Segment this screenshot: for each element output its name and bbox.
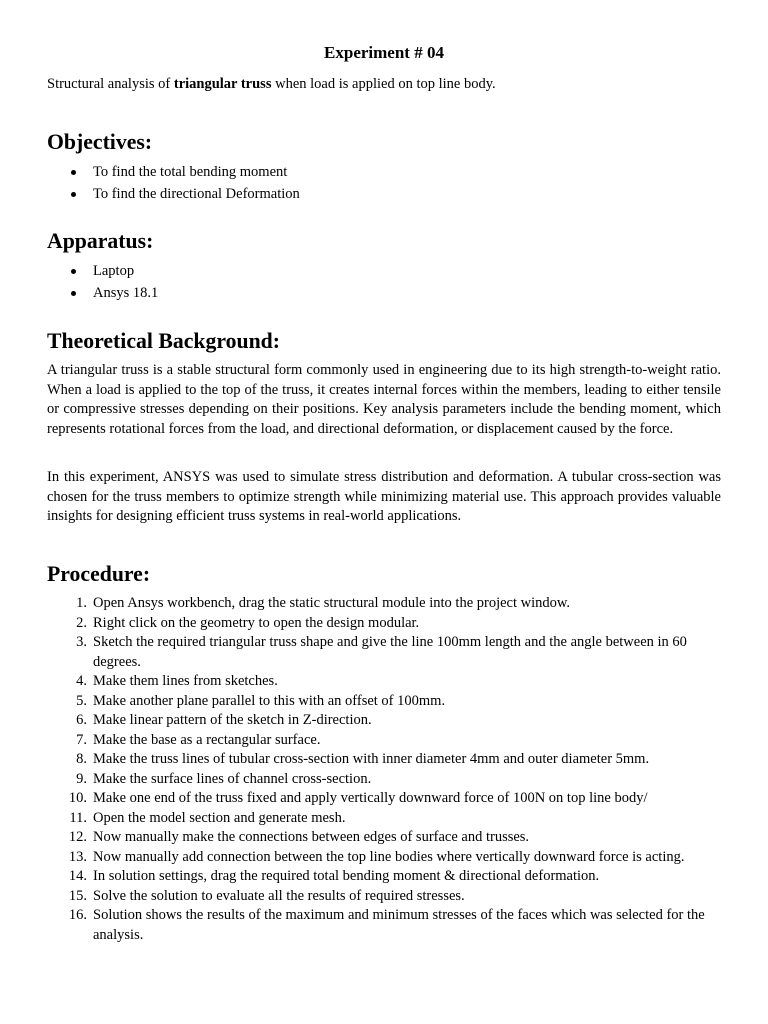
list-item — [47, 789, 722, 809]
step-text: In solution settings, drag the required total bending moment & directional deformation. — [93, 868, 600, 884]
list-item — [47, 162, 300, 184]
step-text: Right click on the geometry to open the design modular. — [93, 614, 420, 631]
list-item — [47, 750, 722, 770]
list-item — [47, 261, 158, 283]
step-text: Solve the solution to evaluate all the results of required stresses. — [93, 887, 465, 904]
step-number: 3. — [76, 634, 87, 650]
step-text: Make the base as a rectangular surface. — [93, 731, 321, 748]
intro-bold: triangular truss — [173, 76, 272, 92]
list-item — [47, 828, 722, 848]
list-item — [47, 731, 722, 751]
apparatus-list — [47, 261, 158, 304]
objectives-list — [47, 162, 300, 205]
step-text: Solution shows the results of the maximum and minimum stresses of the faces which was selected for the analysis. — [93, 907, 705, 943]
step-number: 14. — [68, 868, 87, 884]
step-number: 6. — [76, 712, 87, 728]
step-text: Make the truss lines of tubular cross-section with inner diameter 4mm and outer diameter 5mm. — [93, 751, 650, 767]
list-item — [47, 692, 722, 712]
step-text: Make them lines from sketches. — [93, 673, 278, 689]
step-text: Make linear pattern of the sketch in Z-direction. — [93, 712, 372, 728]
step-number: 7. — [76, 731, 87, 748]
list-item-text: To find the directional Deformation — [93, 185, 300, 202]
list-item — [47, 633, 722, 672]
list-item — [47, 848, 722, 868]
step-number: 11. — [69, 809, 87, 826]
step-text: Make another plane parallel to this with an offset of 100mm. — [93, 692, 446, 709]
list-item-text: Laptop — [93, 263, 135, 279]
step-number: 13. — [68, 848, 87, 865]
step-text: Open Ansys workbench, drag the static structural module into the project window. — [93, 595, 571, 611]
step-number: 10. — [68, 790, 87, 806]
list-item — [47, 711, 722, 731]
step-number: 5. — [76, 692, 87, 709]
step-text: Now manually add connection between the top line bodies where vertically downward force is acting. — [93, 848, 685, 865]
background-paragraph-2: In this experiment, ANSYS was used to simulate stress distribution and deformation. A tubular cross-section was chosen for the truss members to optimize strength while minimizing material use. This approach provides valuable insights for designing efficient truss systems in real-world applications. — [47, 469, 721, 525]
step-number: 2. — [76, 614, 87, 631]
step-text: Sketch the required triangular truss shape and give the line 100mm length and the angle between in 60 degrees. — [93, 634, 687, 670]
bullet-icon — [71, 170, 76, 175]
list-item — [47, 614, 722, 634]
procedure-list — [47, 594, 722, 945]
step-text: Now manually make the connections between edges of surface and trusses. — [93, 829, 530, 845]
step-number: 9. — [76, 770, 87, 787]
procedure-heading: Procedure: — [47, 562, 151, 586]
intro-line — [47, 75, 722, 95]
list-item — [47, 887, 722, 907]
step-text: Make the surface lines of channel cross-section. — [93, 770, 372, 787]
step-number: 12. — [68, 829, 87, 845]
step-text: Open the model section and generate mesh. — [93, 809, 346, 826]
bullet-icon — [71, 291, 76, 296]
apparatus-heading: Apparatus: — [47, 229, 154, 253]
bullet-icon — [71, 269, 76, 274]
step-number: 16. — [68, 907, 87, 923]
list-item-text: To find the total bending moment — [93, 164, 288, 180]
list-item — [47, 809, 722, 829]
step-number: 1. — [76, 595, 87, 611]
background-paragraph-1: A triangular truss is a stable structural form commonly used in engineering due to its high strength-to-weight ratio. When a load is applied to the top of the truss, it creates internal forces within the members, leading to either tensile or compressive stresses depending on their positions. Key analysis parameters include the bending moment, which represents rotational forces from the load, and directional deformation, or displacement caused by the force. — [47, 362, 721, 437]
intro-suffix: when load is applied on top line body. — [271, 76, 496, 92]
list-item — [47, 867, 722, 887]
step-text: Make one end of the truss fixed and apply vertically downward force of 100N on top line body/ — [93, 790, 648, 806]
list-item — [47, 770, 722, 790]
page-title: Experiment # 04 — [324, 43, 444, 62]
objectives-heading: Objectives: — [47, 130, 153, 154]
list-item — [47, 594, 722, 614]
list-item — [47, 283, 158, 305]
list-item-text: Ansys 18.1 — [93, 284, 159, 301]
step-number: 8. — [76, 751, 87, 767]
background-heading: Theoretical Background: — [47, 329, 281, 353]
list-item — [47, 906, 722, 945]
step-number: 4. — [76, 673, 87, 689]
bullet-icon — [71, 192, 76, 197]
step-number: 15. — [68, 887, 87, 904]
list-item — [47, 184, 300, 206]
list-item — [47, 672, 722, 692]
intro-prefix: Structural analysis of — [47, 76, 174, 92]
